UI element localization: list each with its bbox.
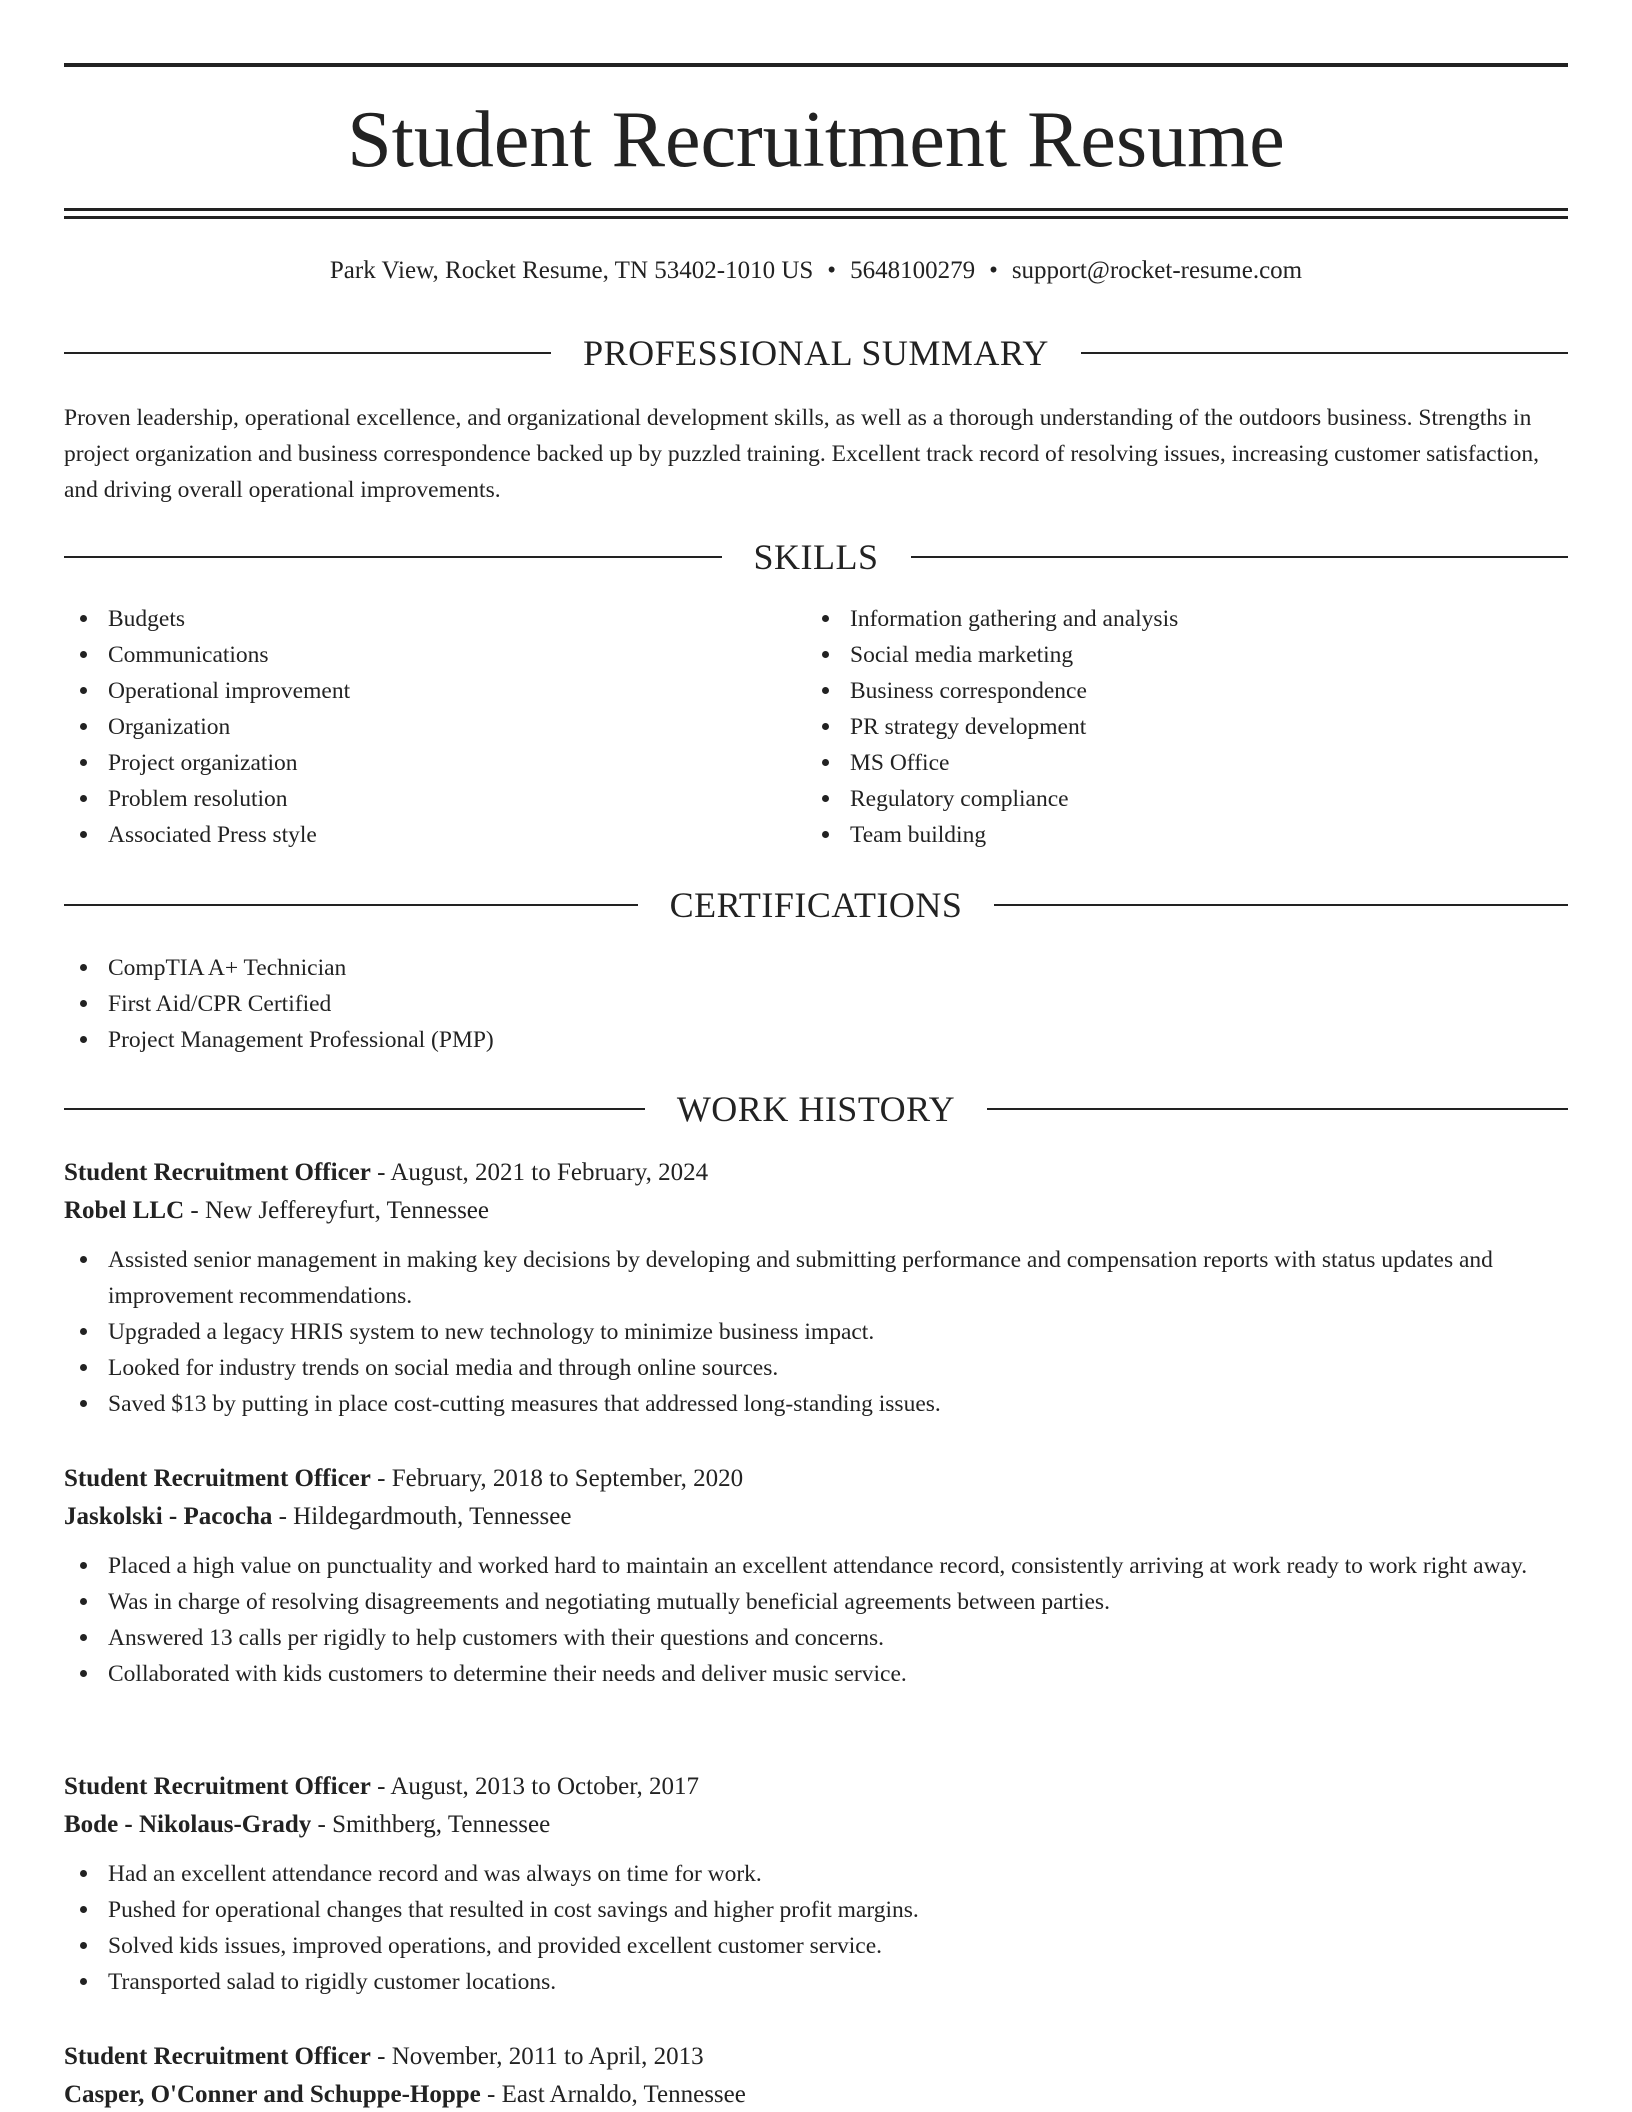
job-title: Student Recruitment Officer [64, 1465, 371, 1492]
job-role-line [64, 1460, 1568, 1498]
skill-item: Budgets [64, 601, 806, 637]
job-duty-item: Upgraded a legacy HRIS system to new technology to minimize business impact. [64, 1314, 1568, 1350]
skill-item: Organization [64, 709, 806, 745]
skills-list-left [64, 601, 806, 853]
job-duty-item: Looked for industry trends on social media and through online sources. [64, 1350, 1568, 1386]
section-title: PROFESSIONAL SUMMARY [583, 333, 1049, 373]
job-duty-item: Was in charge of resolving disagreements and negotiating mutually beneficial agreements between parties. [64, 1584, 1568, 1620]
section-rule [64, 904, 638, 906]
job-company: Jaskolski - Pacocha [64, 1503, 273, 1530]
contact-address: Park View, Rocket Resume, TN 53402-1010 US [329, 257, 814, 284]
job-role-line [64, 1154, 1568, 1192]
job-duty-item: Answered 13 calls per rigidly to help customers with their questions and concerns. [64, 1620, 1568, 1656]
job-duties-list [64, 1242, 1568, 1422]
contact-email: support@rocket-resume.com [1011, 257, 1303, 284]
job-location: - Hildegardmouth, Tennessee [272, 1503, 572, 1530]
job-dates: - November, 2011 to April, 2013 [370, 2043, 704, 2070]
job-role-line [64, 2038, 1568, 2076]
certification-item: CompTIA A+ Technician [64, 950, 1568, 986]
job-company: Bode - Nikolaus-Grady [64, 1811, 312, 1838]
section-rule [64, 556, 722, 558]
skill-item: PR strategy development [806, 709, 1548, 745]
skill-item: Communications [64, 637, 806, 673]
skill-item: Team building [806, 817, 1548, 853]
contact-line [64, 254, 1568, 288]
skill-item: Project organization [64, 745, 806, 781]
job-location: - New Jeffereyfurt, Tennessee [184, 1197, 489, 1224]
section-rule [1081, 352, 1568, 354]
job-duties-list [64, 1856, 1568, 2000]
section-header-summary [64, 331, 1568, 375]
skill-item: Problem resolution [64, 781, 806, 817]
skill-item: Information gathering and analysis [806, 601, 1548, 637]
job-duty-item: Transported salad to rigidly customer locations. [64, 1964, 1568, 2000]
skill-item: MS Office [806, 745, 1548, 781]
job-location: - Smithberg, Tennessee [311, 1811, 551, 1838]
resume-page [64, 0, 1568, 2112]
job-duty-item: Assisted senior management in making key decisions by developing and submitting performance and compensation reports with status updates and improvement recommendations. [64, 1242, 1568, 1314]
contact-separator: • [989, 257, 998, 284]
section-title: CERTIFICATIONS [669, 885, 963, 925]
section-header-certifications [64, 883, 1568, 927]
job-role-line [64, 1768, 1568, 1806]
skill-item: Regulatory compliance [806, 781, 1548, 817]
certification-item: Project Management Professional (PMP) [64, 1022, 1568, 1058]
job-company-line [64, 1806, 1568, 1844]
job-entry [64, 2038, 1568, 2112]
job-title: Student Recruitment Officer [64, 2043, 371, 2070]
job-duty-item: Had an excellent attendance record and was always on time for work. [64, 1856, 1568, 1892]
job-entry [64, 1154, 1568, 1422]
section-rule [994, 904, 1568, 906]
job-entry [64, 1768, 1568, 2000]
skills-list-right [806, 601, 1548, 853]
job-entry [64, 1460, 1568, 1692]
certification-item: First Aid/CPR Certified [64, 986, 1568, 1022]
skill-item: Social media marketing [806, 637, 1548, 673]
job-duty-item: Placed a high value on punctuality and worked hard to maintain an excellent attendance record, consistently arriving at work ready to work right away. [64, 1548, 1568, 1584]
contact-phone: 5648100279 [850, 257, 976, 284]
skill-item: Operational improvement [64, 673, 806, 709]
title-rule-lower [64, 216, 1568, 219]
section-rule [987, 1108, 1568, 1110]
job-duty-item: Saved $13 by putting in place cost-cutting measures that addressed long-standing issues. [64, 1386, 1568, 1422]
job-location: - East Arnaldo, Tennessee [480, 2081, 746, 2108]
top-rule [64, 63, 1568, 67]
job-company: Robel LLC [64, 1197, 185, 1224]
job-dates: - August, 2013 to October, 2017 [370, 1773, 700, 1800]
page-title: Student Recruitment Resume [347, 96, 1285, 184]
job-title: Student Recruitment Officer [64, 1773, 371, 1800]
section-rule [911, 556, 1569, 558]
section-title: WORK HISTORY [676, 1089, 956, 1129]
contact-separator: • [827, 257, 837, 284]
section-rule [64, 1108, 645, 1110]
job-duty-item: Pushed for operational changes that resulted in cost savings and higher profit margins. [64, 1892, 1568, 1928]
job-duty-item: Collaborated with kids customers to determine their needs and deliver music service. [64, 1656, 1568, 1692]
job-company: Casper, O'Conner and Schuppe-Hoppe [64, 2081, 481, 2108]
job-dates: - February, 2018 to September, 2020 [370, 1465, 744, 1492]
job-company-line [64, 1498, 1568, 1536]
job-title: Student Recruitment Officer [64, 1159, 371, 1186]
skill-item: Associated Press style [64, 817, 806, 853]
section-header-work-history [64, 1087, 1568, 1131]
job-company-line [64, 2076, 1568, 2112]
title-rule-upper [64, 208, 1568, 211]
certifications-list [64, 950, 1568, 1058]
job-duties-list [64, 1548, 1568, 1692]
job-duty-item: Solved kids issues, improved operations, and provided excellent customer service. [64, 1928, 1568, 1964]
section-title: SKILLS [753, 537, 879, 577]
section-header-skills [64, 535, 1568, 579]
job-company-line [64, 1192, 1568, 1230]
job-dates: - August, 2021 to February, 2024 [370, 1159, 709, 1186]
summary-text: Proven leadership, operational excellence, and organizational development skills, as well as a thorough understanding of the outdoors business. Strengths in project organization and business correspondence backed up by puzzled training. Excellent track record of resolving issues, increasing customer satisfaction, and driving overall operational improvements. [64, 405, 1540, 503]
section-rule [64, 352, 551, 354]
skill-item: Business correspondence [806, 673, 1548, 709]
